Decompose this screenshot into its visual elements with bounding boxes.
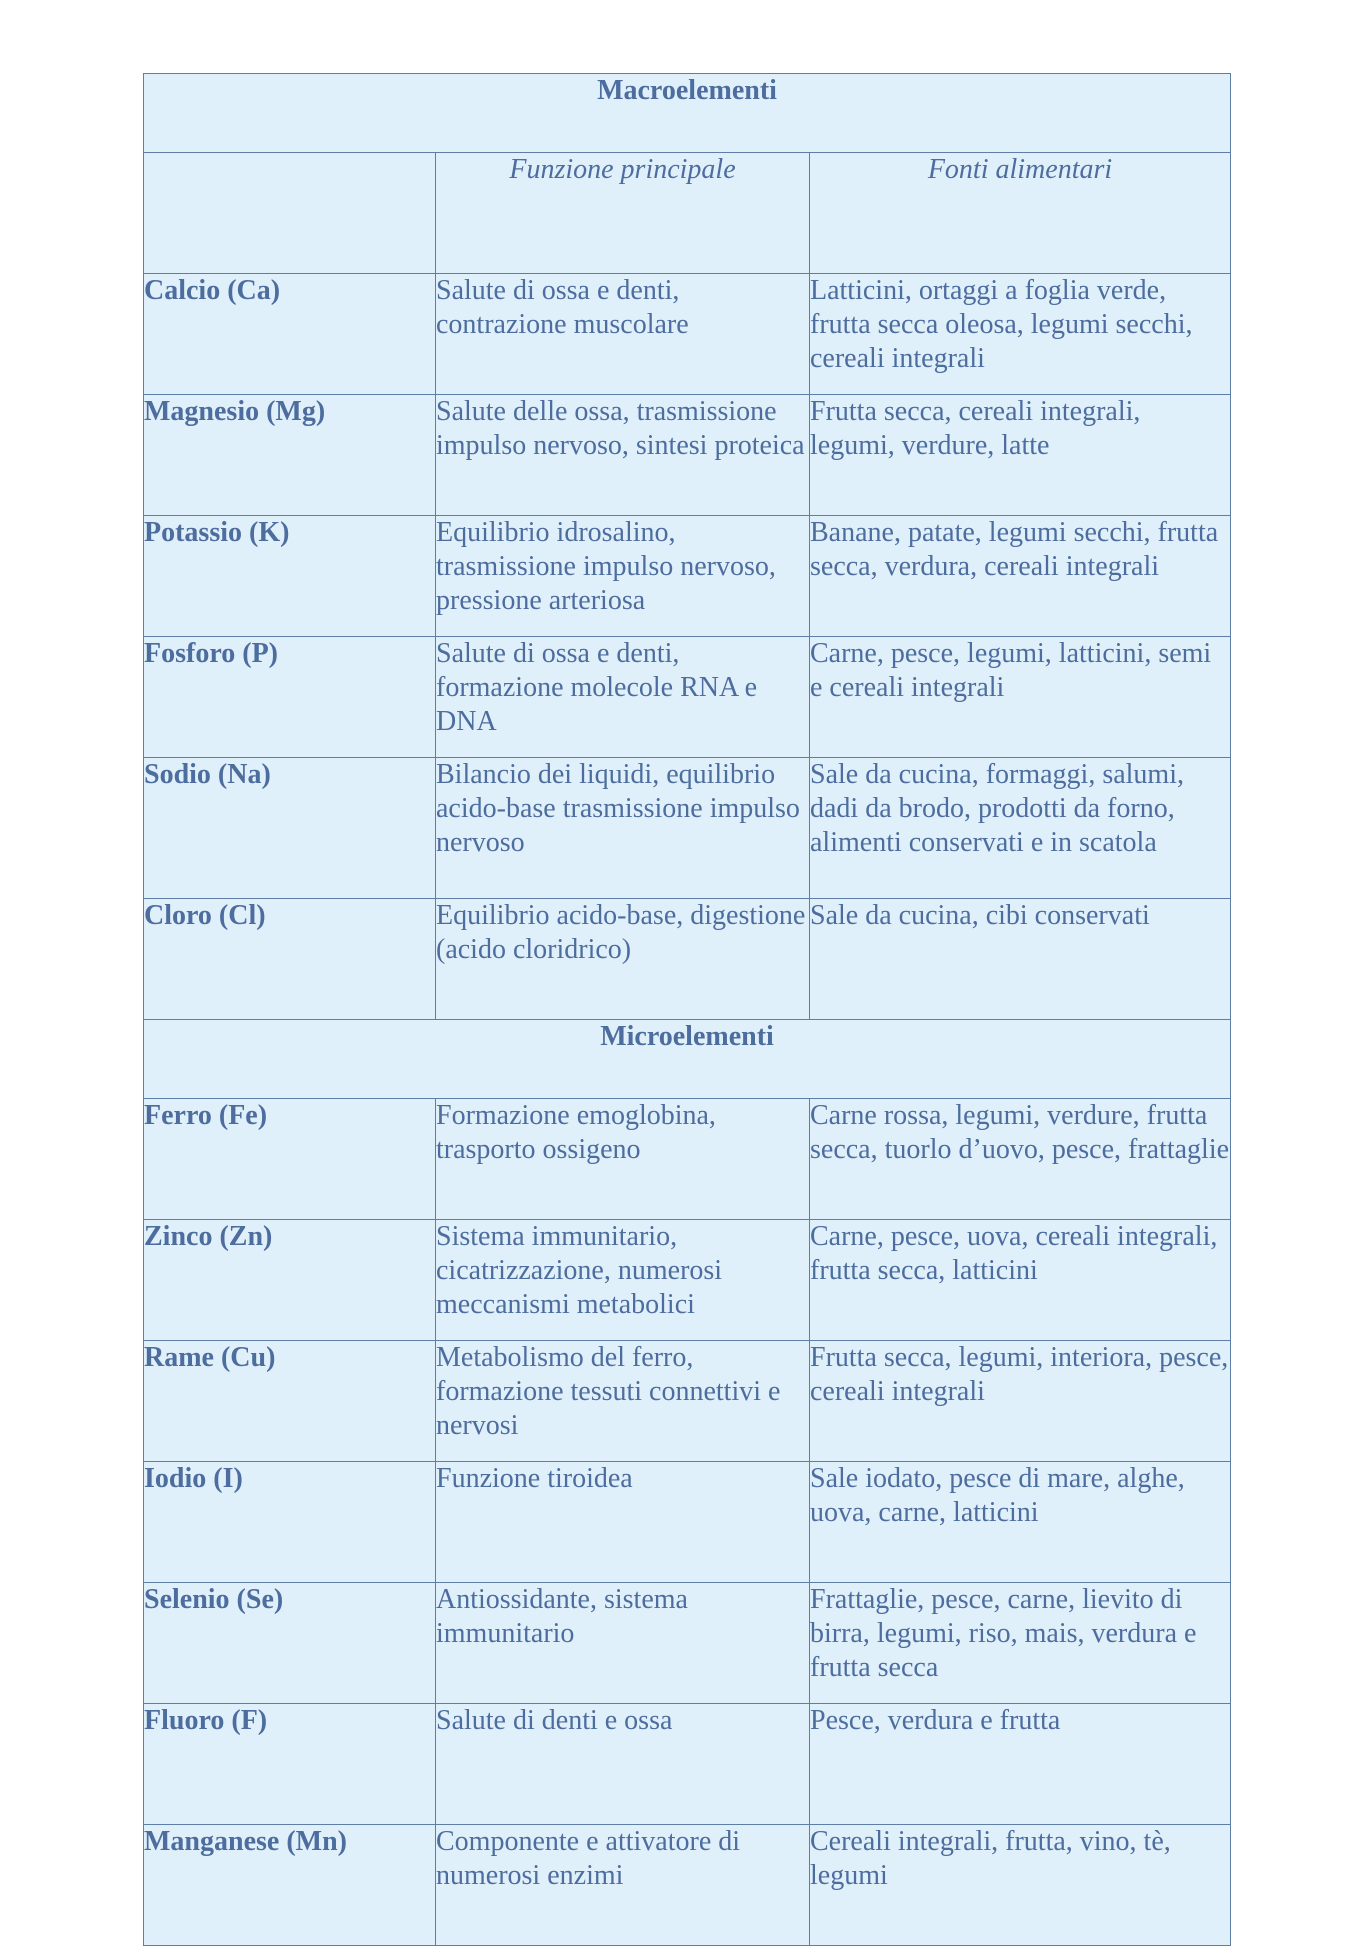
element-name: Fluoro (F) (144, 1704, 436, 1825)
column-header-function: Funzione principale (436, 153, 810, 274)
element-function: Salute di denti e ossa (436, 1704, 810, 1825)
element-sources: Pesce, verdura e frutta (810, 1704, 1231, 1825)
table-row (144, 1825, 1231, 1946)
element-name: Zinco (Zn) (144, 1220, 436, 1341)
table-row (144, 1341, 1231, 1462)
table-row (144, 1220, 1231, 1341)
table-row (144, 516, 1231, 637)
element-function: Componente e attivatore di numerosi enzimi (436, 1825, 810, 1946)
section-title-microelementi: Microelementi (144, 1020, 1231, 1099)
element-name: Selenio (Se) (144, 1583, 436, 1704)
element-sources: Frutta secca, cereali integrali, legumi, verdure, latte (810, 395, 1231, 516)
element-sources: Sale da cucina, formaggi, salumi, dadi da brodo, prodotti da forno, alimenti conservati e in scatola (810, 758, 1231, 899)
column-header-sources: Fonti alimentari (810, 153, 1231, 274)
table-row (144, 1704, 1231, 1825)
table-row (144, 637, 1231, 758)
element-sources: Carne rossa, legumi, verdure, frutta secca, tuorlo d’uovo, pesce, frattaglie (810, 1099, 1231, 1220)
table-row (144, 758, 1231, 899)
element-function: Salute di ossa e denti, contrazione muscolare (436, 274, 810, 395)
section-title-macroelementi: Macroelementi (144, 74, 1231, 153)
element-function: Formazione emoglobina, trasporto ossigeno (436, 1099, 810, 1220)
element-function: Antiossidante, sistema immunitario (436, 1583, 810, 1704)
element-function: Equilibrio idrosalino, trasmissione impulso nervoso, pressione arteriosa (436, 516, 810, 637)
element-name: Potassio (K) (144, 516, 436, 637)
element-name: Rame (Cu) (144, 1341, 436, 1462)
element-sources: Sale da cucina, cibi conservati (810, 899, 1231, 1020)
element-sources: Carne, pesce, legumi, latticini, semi e cereali integrali (810, 637, 1231, 758)
element-function: Funzione tiroidea (436, 1462, 810, 1583)
element-function: Metabolismo del ferro, formazione tessuti connettivi e nervosi (436, 1341, 810, 1462)
minerals-table (143, 73, 1231, 1946)
element-name: Manganese (Mn) (144, 1825, 436, 1946)
table-row (144, 1583, 1231, 1704)
element-name: Ferro (Fe) (144, 1099, 436, 1220)
table-row (144, 1462, 1231, 1583)
element-sources: Cereali integrali, frutta, vino, tè, legumi (810, 1825, 1231, 1946)
table-row (144, 395, 1231, 516)
element-sources: Frutta secca, legumi, interiora, pesce, cereali integrali (810, 1341, 1231, 1462)
element-function: Bilancio dei liquidi, equilibrio acido-base trasmissione impulso nervoso (436, 758, 810, 899)
element-sources: Latticini, ortaggi a foglia verde, frutta secca oleosa, legumi secchi, cereali integrali (810, 274, 1231, 395)
element-name: Iodio (I) (144, 1462, 436, 1583)
element-name: Magnesio (Mg) (144, 395, 436, 516)
element-name: Sodio (Na) (144, 758, 436, 899)
element-function: Equilibrio acido-base, digestione (acido cloridrico) (436, 899, 810, 1020)
element-name: Fosforo (P) (144, 637, 436, 758)
element-name: Calcio (Ca) (144, 274, 436, 395)
element-function: Salute di ossa e denti, formazione molecole RNA e DNA (436, 637, 810, 758)
table-row (144, 1099, 1231, 1220)
element-function: Salute delle ossa, trasmissione impulso nervoso, sintesi proteica (436, 395, 810, 516)
element-function: Sistema immunitario, cicatrizzazione, numerosi meccanismi metabolici (436, 1220, 810, 1341)
element-sources: Carne, pesce, uova, cereali integrali, frutta secca, latticini (810, 1220, 1231, 1341)
element-sources: Frattaglie, pesce, carne, lievito di birra, legumi, riso, mais, verdura e frutta secca (810, 1583, 1231, 1704)
element-name: Cloro (Cl) (144, 899, 436, 1020)
table-row (144, 274, 1231, 395)
table-row (144, 899, 1231, 1020)
element-sources: Banane, patate, legumi secchi, frutta secca, verdura, cereali integrali (810, 516, 1231, 637)
header-empty-cell (144, 153, 436, 274)
element-sources: Sale iodato, pesce di mare, alghe, uova, carne, latticini (810, 1462, 1231, 1583)
